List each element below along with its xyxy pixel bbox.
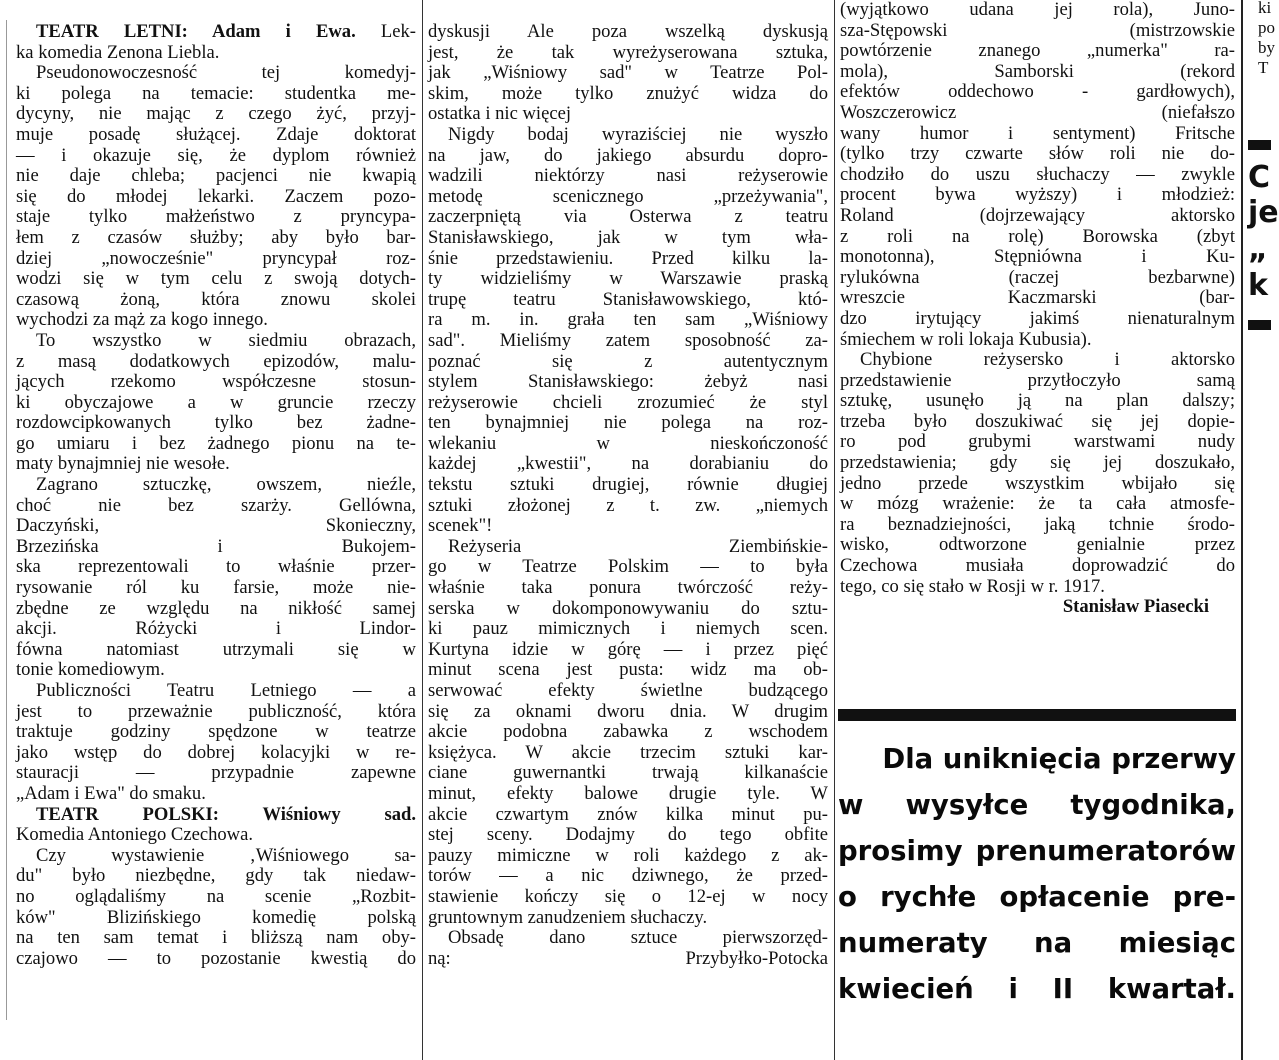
adjacent-column-fragment: [1244, 0, 1279, 1060]
text-line: muje posadę służącej. Zdaje doktorat: [16, 123, 416, 145]
text-line: ka komedia Zenona Liebla.: [16, 41, 220, 63]
edge-text: by: [1258, 38, 1275, 57]
text-line: czajowo — to pozostanie kwestią do: [16, 947, 416, 969]
text-line: rylukówna (raczej bezbarwne): [840, 266, 1235, 288]
text-line: jak „Wiśniowy sad" w Teatrze Pol-: [428, 62, 828, 84]
text-line: ciane guwernantki trwają kilkanaście: [428, 762, 828, 784]
text-line: Zagrano sztuczkę, owszem, nieźle,: [36, 474, 416, 496]
text-line: wychodzi za mąż za kogo innego.: [16, 309, 268, 331]
text-line: jest, że tak wyreżyserowana sztuka,: [428, 41, 828, 63]
text-line: tonie komediowym.: [16, 659, 165, 681]
text-line: księżyca. W akcie trzecim sztuki kar-: [428, 741, 828, 763]
text-line: „Adam i Ewa" do smaku.: [16, 782, 206, 804]
text-line: wisko, odtworzone genialnie przez: [840, 534, 1235, 556]
text-line: du" było niezbędne, gdy tak niedaw-: [16, 865, 416, 887]
text-line: rysowanie ról ku farsie, może nie-: [16, 577, 416, 599]
text-line: czasową żoną, która znowu skolei: [16, 288, 416, 310]
text-line: sztukę, usunęło ją na plan dalszy;: [840, 390, 1235, 412]
article-column-1: [16, 0, 416, 969]
edge-text: k: [1248, 268, 1268, 303]
text-line: Roland (dojrzewający aktorsko: [840, 204, 1235, 226]
text-line: Woszczerowicz (niefałszo: [840, 101, 1235, 123]
text-line: wany humor i sentyment) Fritsche: [840, 122, 1235, 144]
text-line: jących rzekomo współczesne stosun-: [16, 371, 416, 393]
text-line: go umiaru i bez żadnego pionu na te-: [16, 432, 416, 454]
text-line: staje tylko małżeństwo z pryncypa-: [16, 206, 416, 228]
text-line: wreszcie Kaczmarski (bar-: [840, 287, 1235, 309]
text-line: TEATR LETNI: Adam i Ewa. Lek-: [36, 21, 417, 42]
text-line: zbędne ze względu na nikłość samej: [16, 597, 416, 619]
text-line: powtórzenie znanego „numerka" ra-: [840, 40, 1235, 62]
text-line: rozdowcipkowanych tylko bez żadne-: [16, 412, 416, 434]
text-line: się do młodej lekarki. Zaczem pozo-: [16, 185, 416, 207]
text-line: nie daje chleba; pacjenci nie kwapią: [16, 165, 416, 187]
text-line: metodę scenicznego „przeżywania",: [428, 185, 828, 207]
text-line: torów — a nic dziwnego, że przed-: [428, 865, 828, 887]
section-heading: TEATR POLSKI: Wiśniowy sad.: [36, 803, 416, 825]
text-line: przedstawienia; gdy się jej doszukało,: [840, 452, 1235, 474]
text-line: przedstawienie przytłoczyło samą: [840, 369, 1235, 391]
text-line: serska w dokomponowywaniu do sztu-: [428, 597, 828, 619]
text-line: Stanisławskiego, jak w tym wła-: [428, 226, 828, 248]
text-line: jest to przeważnie publiczność, która: [16, 700, 416, 722]
text-line: reżyserowie chcieli zrozumieć że styl: [428, 391, 828, 413]
text-line: Publiczności Teatru Letniego — a: [36, 680, 416, 701]
text-line: jedno przede wszystkim wbijało się: [840, 472, 1235, 494]
text-line: gruntownym zanudzeniem słuchaczy.: [428, 906, 708, 928]
text-line: dycyny, nie mając z czego żyć, przyj-: [16, 103, 416, 125]
text-line: — i okazuje się, że dyplom również: [16, 144, 416, 166]
text-line: ten bynajmniej nie polega na roz-: [428, 412, 828, 434]
notice-top-bar: [838, 709, 1236, 721]
text-line: ostatka i nic więcej: [428, 103, 572, 125]
text-line: choć nie bez szarży. Gellówna,: [16, 494, 416, 516]
section-heading: TEATR LETNI: Adam i Ewa.: [36, 21, 356, 42]
text-line: ki pauz mimicznych i niemych scen.: [428, 618, 828, 640]
text-line: no oglądaliśmy na scenie „Rozbit-: [16, 885, 416, 907]
text-line: wadzili niektórzy nasi reżyserowie: [428, 165, 828, 187]
text-line: [16, 805, 416, 826]
text-line: Stanisław Piasecki: [1062, 596, 1209, 618]
text-line: wodzi się w tym celu z swoją dotych-: [16, 268, 416, 290]
text-line: chodziło do uszu słuchaczy — zwykle: [840, 163, 1235, 185]
text-line: tego, co się stało w Rosji w r. 1917.: [840, 575, 1105, 597]
text-line: stej sceny. Dodajmy do tego obfite: [428, 824, 828, 846]
text-line: śmiechem w roli lokaja Kubusia).: [840, 328, 1092, 350]
text-line: tekstu sztuki drugiej, równie długiej: [428, 474, 828, 496]
text-line: akcji. Różycki i Lindor-: [16, 618, 416, 640]
text-line: To wszystko w siedmiu obrazach,: [36, 329, 416, 351]
text-line: się za oknami dworu dnia. W drugim: [428, 700, 828, 722]
text-line: stawienie kończy się o 12-ej w nocy: [428, 885, 828, 907]
text-line: skim, może tylko znużyć widza do: [428, 82, 828, 104]
text-line: właśnie taka ponura twórczość reży-: [428, 577, 828, 599]
text-line: Komedia Antoniego Czechowa.: [16, 824, 254, 846]
text-line: sztuki złożonej z t. zw. „niemych: [428, 494, 828, 516]
text-line: procent bywa wyższy) i młodzież:: [840, 184, 1235, 206]
edge-text: je: [1248, 195, 1279, 230]
text-line: Reżyseria Ziembińskie-: [448, 535, 828, 557]
text-line: go w Teatrze Polskim — to była: [428, 556, 828, 578]
text-line: na jaw, do jakiego absurdu dopro-: [428, 144, 828, 166]
column-rule-1: [422, 0, 423, 1060]
text-line: Czechowa musiała doprowadzić do: [840, 555, 1235, 577]
text-line: Daczyński, Skonieczny,: [16, 515, 416, 537]
text-line: jako wstęp do dobrej kolacyjki w re-: [16, 741, 416, 763]
notice-line: Dla uniknięcia przerwy: [882, 743, 1236, 775]
text-line: trzeba było doszukiwać się jej dopie-: [840, 410, 1235, 432]
text-line: ki polega na temacie: studentka me-: [16, 82, 416, 104]
text-line: minut, efekty balowe drugie tyle. W: [428, 782, 828, 804]
page-edge-rule: [1241, 0, 1243, 1060]
column-rule-2: [834, 0, 835, 1060]
edge-text: C: [1248, 160, 1271, 195]
text-line: Pseudonowoczesność tej komedyj-: [36, 62, 416, 84]
article-column-2: [428, 0, 828, 969]
text-line: trupę teatru Stanisławowskiego, któ-: [428, 288, 828, 310]
edge-black-block: [1248, 320, 1271, 330]
edge-text: po: [1258, 18, 1275, 37]
text-line: sad". Mieliśmy zatem sposobność za-: [428, 329, 828, 351]
edge-text: ki: [1258, 0, 1272, 17]
text-line: dziej „nowocześnie" pryncypał roz-: [16, 247, 416, 269]
text-line: mola), Samborski (rekord: [840, 60, 1235, 82]
text-line: wlekaniu w nieskończoność: [428, 432, 828, 454]
text-line: traktuje godziny spędzone w teatrze: [16, 721, 416, 743]
text-line: monotonna), Stępniówna i Ku-: [840, 246, 1235, 268]
edge-black-block: [1248, 140, 1271, 150]
text-line: ra beznadziejności, jaką tchnie środo-: [840, 513, 1235, 535]
text-line: ro pod grubymi warstwami nudy: [840, 431, 1235, 453]
subscription-notice: [838, 736, 1236, 1012]
text-line: dyskusji Ale poza wszelką dyskusją: [428, 21, 828, 42]
text-line: łem z czasów służby; aby było bar-: [16, 226, 416, 248]
article-column-3: [840, 0, 1235, 618]
text-line: Chybione reżysersko i aktorsko: [860, 349, 1235, 371]
text-line: ną: Przybyłko-Potocka: [428, 947, 828, 969]
text-line: akcie czwartym znów kilka minut pu-: [428, 803, 828, 825]
notice-line: w wysyłce tygodnika,: [838, 789, 1236, 821]
text-line: Czy wystawienie ‚Wiśniowego sa-: [36, 844, 416, 866]
text-line: Nigdy bodaj wyraziściej nie wyszło: [448, 123, 828, 145]
text-line: (wyjątkowo udana jej rola), Juno-: [840, 0, 1235, 20]
text-line: sza-Stępowski (mistrzowskie: [840, 19, 1235, 41]
notice-line: numeraty na miesiąc: [838, 927, 1236, 959]
text-line: z roli na rolę) Borowska (zbyt: [840, 225, 1235, 247]
text-line: zaczerpniętą via Osterwa z teatru: [428, 206, 828, 228]
edge-text: „: [1248, 232, 1268, 267]
text-line: poznać się z autentycznym: [428, 350, 828, 372]
text-line: Obsadę dano sztuce pierwszorzęd-: [448, 927, 828, 949]
notice-line: kwiecień i II kwartał.: [838, 973, 1236, 1005]
text-line: Brzezińska i Bukojem-: [16, 535, 416, 557]
text-line: w mózg wrażenie: że ta cała atmosfe-: [840, 493, 1235, 515]
text-line: z masą dodatkowych epizodów, malu-: [16, 350, 416, 372]
text-line: każdej „kwestii", na dorabianiu do: [428, 453, 828, 475]
text-line: pauzy mimiczne w roli każdego z ak-: [428, 844, 828, 866]
text-line: dzo irytujący jakimś nienaturalnym: [840, 307, 1235, 329]
text-line: stylem Stanisławskiego: żebyż nasi: [428, 371, 828, 393]
edge-text: T: [1258, 58, 1269, 77]
notice-line: prosimy prenumeratorów: [838, 835, 1236, 867]
text-line: na ten sam temat i bliższą nam oby-: [16, 927, 416, 949]
column-rule-left: [6, 20, 7, 1020]
text-line: Kurtyna idzie w górę — i przez pięć: [428, 638, 828, 660]
notice-line: o rychłe opłacenie pre-: [838, 881, 1236, 913]
text-line: śnie przedstawieniu. Przed kilku la-: [428, 247, 828, 269]
text-line: ków" Blizińskiego komedię polską: [16, 906, 416, 928]
text-line: fówna natomiast utrzymali się w: [16, 638, 416, 660]
text-line: minut scena jest pusta: widz ma ob-: [428, 659, 828, 681]
text-line: (tylko trzy czwarte słów roli nie do-: [840, 143, 1235, 165]
text-line: efektów oddechowo - gardłowych),: [840, 81, 1235, 103]
text-line: ki obyczajowe a w gruncie rzeczy: [16, 391, 416, 413]
text-line: scenek"!: [428, 515, 493, 537]
text-line: serwować efekty świetlne budzącego: [428, 680, 828, 701]
text-line: ty widzieliśmy w Warszawie praską: [428, 268, 828, 290]
text-line: maty bynajmniej nie wesołe.: [16, 453, 230, 475]
text-line: stauracji — przypadnie zapewne: [16, 762, 416, 784]
text-line: ra m. in. grała ten sam „Wiśniowy: [428, 309, 828, 331]
text-line: akcie podobna zabawka z wschodem: [428, 721, 828, 743]
text-line: ska reprezentowali to właśnie przer-: [16, 556, 416, 578]
